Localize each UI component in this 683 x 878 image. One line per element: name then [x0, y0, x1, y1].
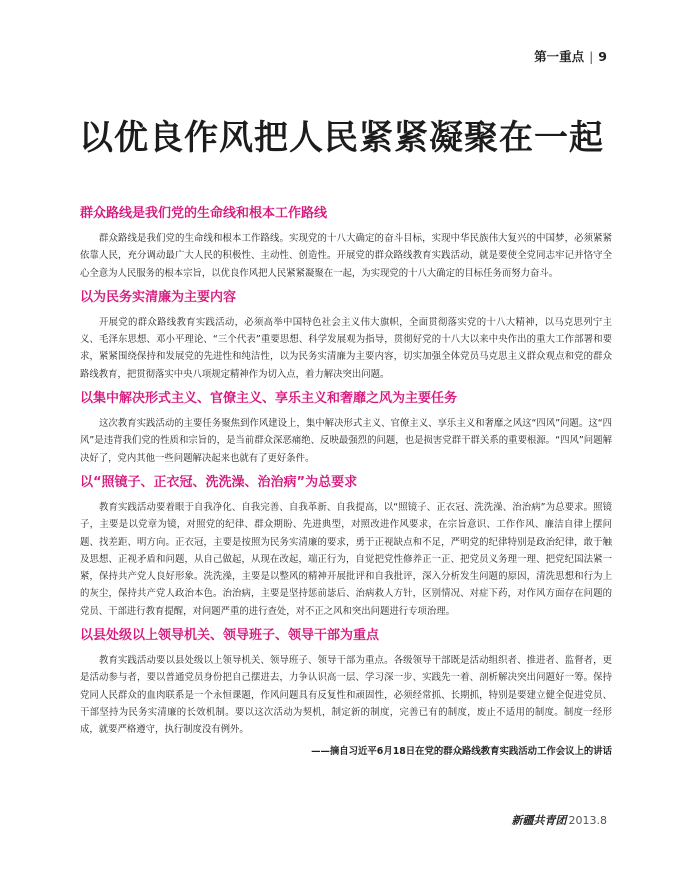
magazine-logo: 新疆共青团 — [511, 814, 567, 827]
section — [80, 474, 612, 620]
issue-number: 2013.8 — [568, 814, 607, 827]
page-header — [534, 47, 607, 65]
paragraph: 这次教育实践活动的主要任务聚焦到作风建设上，集中解决形式主义、官僚主义、享乐主义和奢靡之风这“四风”问题。这“四风”是违背我们党的性质和宗旨的，是当前群众深恶痛绝、反映最强烈的问题，也是损害党群干群关系的重要根源。“四风”问题解决好了，党内其他一些问题解决起来也就有了更好条件。 — [80, 418, 612, 464]
section — [80, 390, 612, 467]
page-number: 9 — [598, 48, 607, 64]
attribution: ——摘自习近平6月18日在党的群众路线教育实践活动工作会议上的讲话 — [311, 745, 612, 757]
section — [80, 627, 612, 738]
article-body — [80, 205, 612, 760]
section-heading: 群众路线是我们党的生命线和根本工作路线 — [80, 206, 328, 221]
page-footer — [512, 812, 608, 828]
section — [80, 205, 612, 282]
paragraph: 群众路线是我们党的生命线和根本工作路线。实现党的十八大确定的奋斗目标，实现中华民族伟大复兴的中国梦，必须紧紧依靠人民，充分调动最广大人民的积极性、主动性、创造性。开展党的群众路线教育实践活动，就是要使全党同志牢记并恪守全心全意为人民服务的根本宗旨，以优良作风把人民紧紧凝聚在一起，为实现党的十八大确定的目标任务而努力奋斗。 — [80, 233, 612, 279]
article-title: 以优良作风把人民紧紧凝聚在一起 — [79, 118, 604, 158]
section-heading: 以集中解决形式主义、官僚主义、享乐主义和奢靡之风为主要任务 — [80, 391, 458, 407]
section — [80, 289, 612, 383]
paragraph: 教育实践活动要着眼于自我净化、自我完善、自我革新、自我提高，以“照镜子、正衣冠、洗洗澡、治治病”为总要求。照镜子，主要是以党章为镜，对照党的纪律、群众期盼、先进典型，对照改进作风要求，在宗旨意识、工作作风、廉洁自律上摆问题、找差距、明方向。正衣冠，主要是按照为民务实清廉的要求，勇于正视缺点和不足，严明党的纪律特别是政治纪律，敢于触及思想、正视矛盾和问题，从自己做起，从现在改起，端正行为，自觉把党性修养正一正、把党员义务理一理、把党纪国法紧一紧，保持共产党人良好形象。洗洗澡，主要是以整风的精神开展批评和自我批评，深入分析发生问题的原因，清洗思想和行为上的灰尘，保持共产党人政治本色。治治病，主要是坚持惩前毖后、治病救人方针，区别情况、对症下药，对作风方面存在问题的党员、干部进行教育提醒，对问题严重的进行查处，对不正之风和突出问题进行专项治理。 — [80, 501, 612, 617]
section-heading: 以为民务实清廉为主要内容 — [80, 289, 237, 305]
section-heading: 以县处级以上领导机关、领导班子、领导干部为重点 — [80, 628, 380, 644]
section-label: 第一重点 — [534, 49, 585, 64]
header-divider: | — [589, 48, 594, 64]
section-heading: 以“照镜子、正衣冠、洗洗澡、治治病”为总要求 — [80, 474, 358, 490]
paragraph: 开展党的群众路线教育实践活动，必须高举中国特色社会主义伟大旗帜，全面贯彻落实党的十八大精神，以马克思列宁主义、毛泽东思想、邓小平理论、“三个代表”重要思想、科学发展观为指导，贯彻好党的十八大以来中央作出的重大工作部署和要求，紧紧围绕保持和发展党的先进性和纯洁性，以为民务实清廉为主要内容，切实加强全体党员马克思主义群众观点和党的群众路线教育，把贯彻落实中央八项规定精神作为切入点，着力解决突出问题。 — [80, 316, 613, 380]
paragraph: 教育实践活动要以县处级以上领导机关、领导班子、领导干部为重点。各级领导干部既是活动组织者、推进者、监督者，更是活动参与者，要以普通党员身份把自己摆进去，力争认识高一层、学习深一步、实践先一着、剖析解决突出问题好一筹。保持党同人民群众的血肉联系是一个永恒课题，作风问题具有反复性和顽固性，必须经常抓、长期抓，特别是要建立健全促进党员、干部坚持为民务实清廉的长效机制。要以这次活动为契机，制定新的制度，完善已有的制度，废止不适用的制度。制度一经形成，就要严格遵守，执行制度没有例外。 — [80, 655, 612, 736]
